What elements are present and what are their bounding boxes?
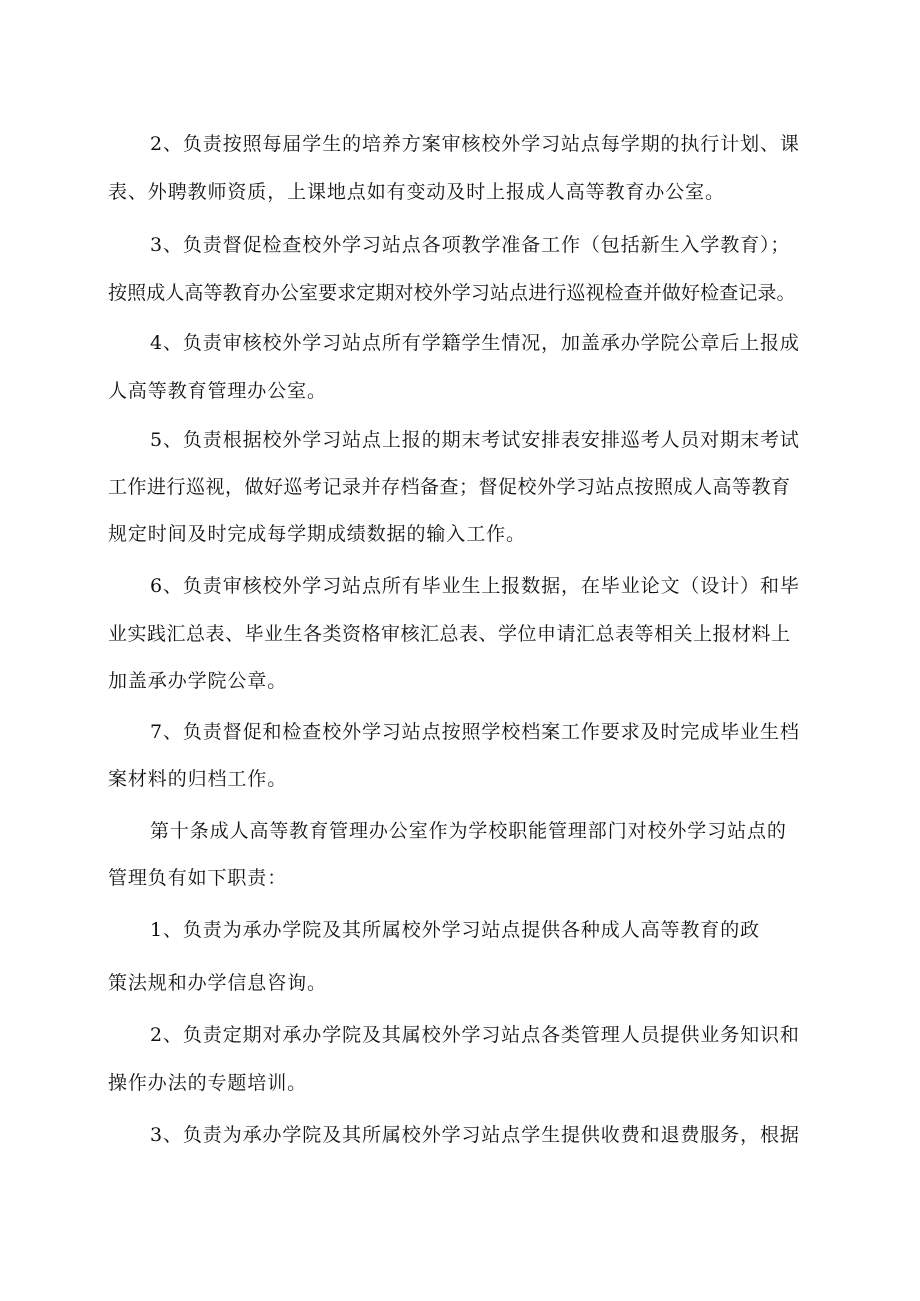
paragraph-line: 加盖承办学院公章。 bbox=[108, 670, 288, 692]
paragraph-line: 4、负责审核校外学习站点所有学籍学生情况，加盖承办学院公章后上报成 bbox=[150, 332, 800, 354]
paragraph-line: 1、负责为承办学院及其所属校外学习站点提供各种成人高等教育的政 bbox=[150, 919, 760, 941]
paragraph-line: 第十条成人高等教育管理办公室作为学校职能管理部门对校外学习站点的 bbox=[150, 820, 787, 842]
paragraph-line: 2、负责定期对承办学院及其属校外学习站点各类管理人员提供业务知识和 bbox=[150, 1024, 800, 1046]
paragraph-line: 2、负责按照每届学生的培养方案审核校外学习站点每学期的执行计划、课 bbox=[150, 133, 800, 155]
paragraph-line: 6、负责审核校外学习站点所有毕业生上报数据，在毕业论文（设计）和毕 bbox=[150, 575, 800, 597]
paragraph-line: 管理负有如下职责： bbox=[108, 867, 288, 889]
paragraph-line: 操作办法的专题培训。 bbox=[108, 1072, 308, 1094]
paragraph-line: 按照成人高等教育办公室要求定期对校外学习站点进行巡视检查并做好检查记录。 bbox=[108, 282, 796, 304]
paragraph-line: 7、负责督促和检查校外学习站点按照学校档案工作要求及时完成毕业生档 bbox=[150, 721, 800, 743]
paragraph-line: 表、外聘教师资质，上课地点如有变动及时上报成人高等教育办公室。 bbox=[108, 181, 725, 203]
paragraph-line: 5、负责根据校外学习站点上报的期末考试安排表安排巡考人员对期末考试 bbox=[150, 429, 800, 451]
paragraph-line: 案材料的归档工作。 bbox=[108, 768, 288, 790]
paragraph-line: 策法规和办学信息咨询。 bbox=[108, 972, 327, 994]
paragraph-line: 3、负责督促检查校外学习站点各项教学准备工作（包括新生入学教育）； bbox=[150, 234, 791, 256]
paragraph-line: 工作进行巡视，做好巡考记录并存档备查；督促校外学习站点按照成人高等教育 bbox=[108, 476, 791, 498]
paragraph-line: 业实践汇总表、毕业生各类资格审核汇总表、学位申请汇总表等相关上报材料上 bbox=[108, 623, 791, 645]
paragraph-line: 规定时间及时完成每学期成绩数据的输入工作。 bbox=[108, 523, 526, 545]
paragraph-line: 人高等教育管理办公室。 bbox=[108, 380, 327, 402]
paragraph-line: 3、负责为承办学院及其所属校外学习站点学生提供收费和退费服务，根据 bbox=[150, 1124, 800, 1146]
